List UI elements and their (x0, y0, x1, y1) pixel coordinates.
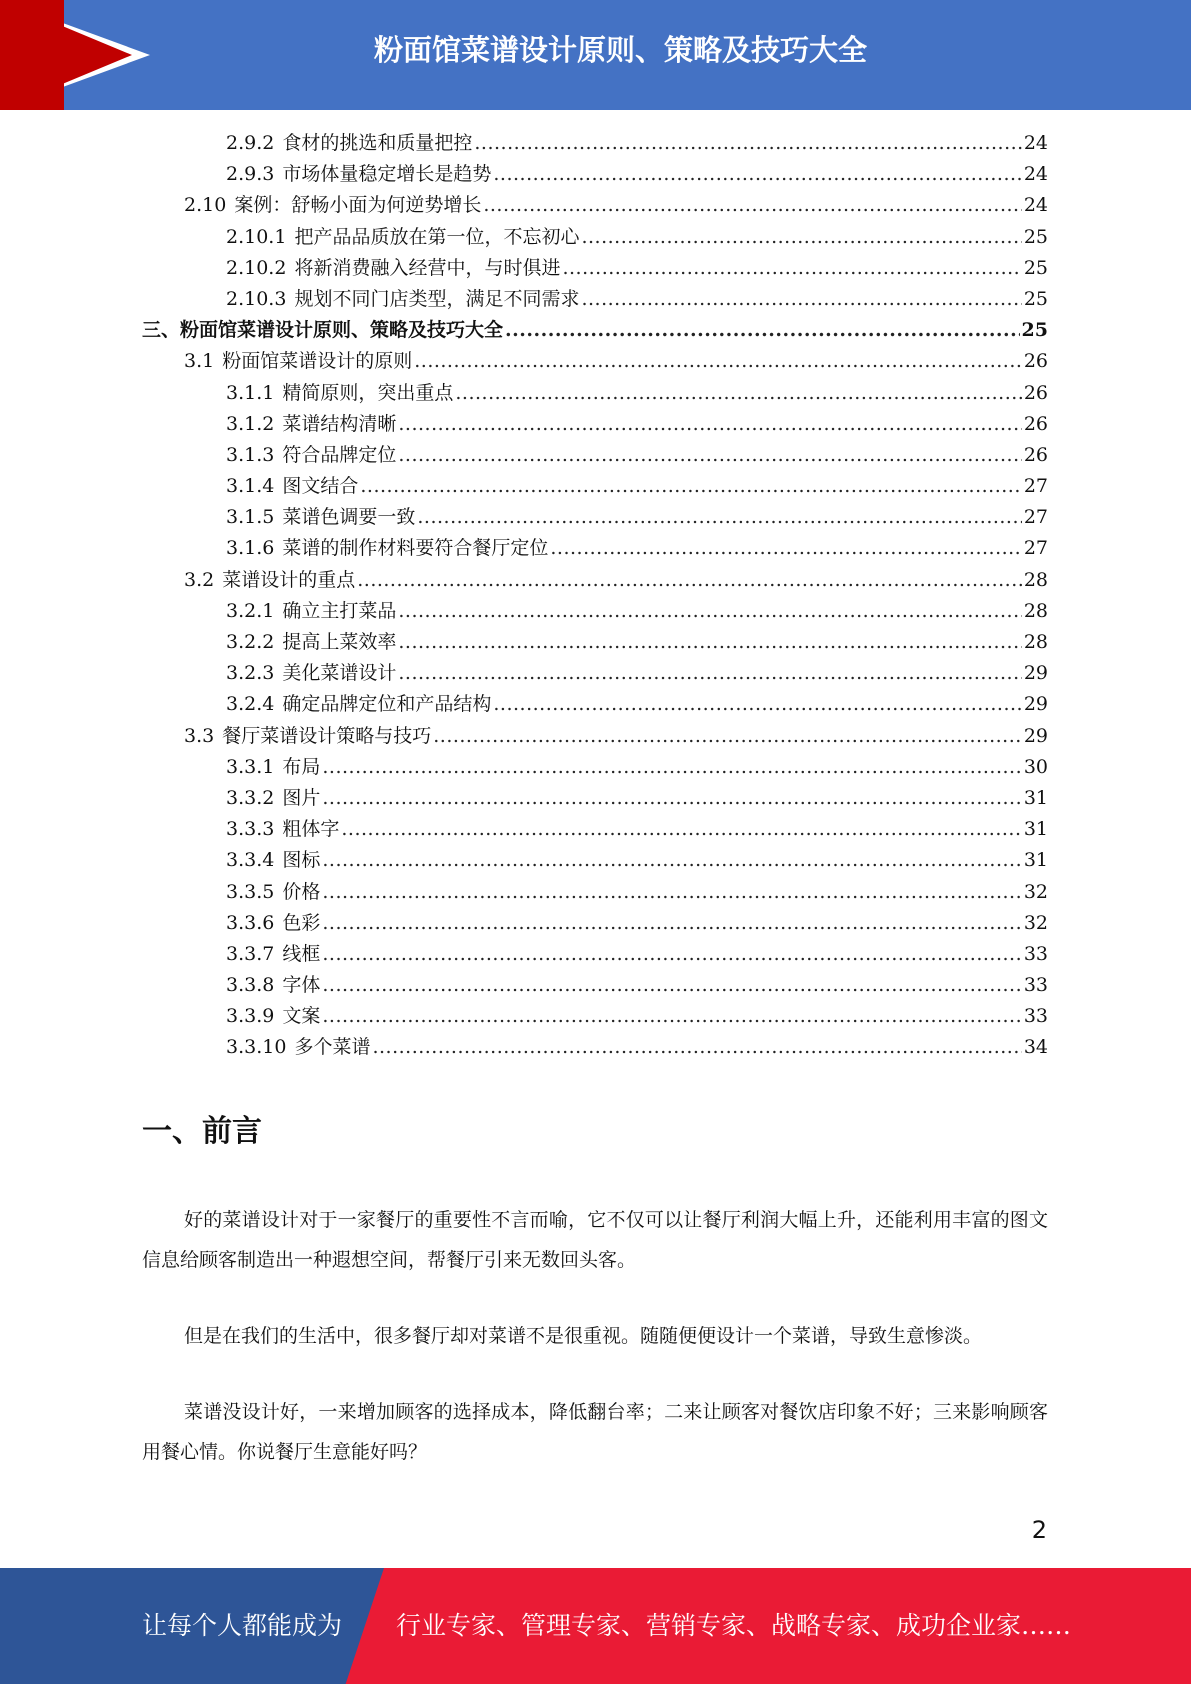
toc-entry[interactable] (142, 689, 1048, 720)
toc-entry-title: 图文结合 (282, 475, 359, 498)
toc-entry-title: 菜谱结构清晰 (282, 412, 397, 435)
toc-entry[interactable] (142, 1032, 1048, 1063)
toc-entry-title: 餐厅菜谱设计策略与技巧 (222, 724, 432, 747)
toc-entry-page: 24 (1023, 132, 1048, 154)
toc-entry-number: 3.2 (184, 568, 215, 591)
toc-entry-number: 3.1.1 (226, 381, 275, 404)
toc-entry-number: 3.3.10 (226, 1036, 287, 1059)
toc-entry-page: 27 (1023, 475, 1048, 498)
toc-entry-page: 28 (1023, 568, 1048, 591)
toc-entry-number: 3.3.5 (226, 880, 275, 903)
toc-entry-number: 3.3.6 (226, 911, 275, 934)
footer-slogan-left: 让每个人都能成为 (142, 1611, 343, 1640)
toc-entry[interactable] (142, 440, 1048, 471)
footer-slogan-right: 行业专家、管理专家、营销专家、战略专家、成功企业家…… (396, 1611, 1072, 1640)
toc-leader-dots (433, 721, 1022, 752)
toc-entry-page: 24 (1023, 163, 1048, 186)
toc-leader-dots (455, 378, 1021, 409)
toc-entry[interactable] (142, 970, 1048, 1001)
toc-leader-dots (322, 783, 1021, 814)
toc-leader-dots (398, 596, 1021, 627)
toc-leader-dots (493, 159, 1021, 190)
toc-entry[interactable] (142, 596, 1048, 627)
toc-entry-page: 24 (1023, 194, 1048, 217)
toc-entry-page: 33 (1023, 1005, 1048, 1028)
toc-leader-dots (398, 409, 1021, 440)
toc-leader-dots (581, 284, 1021, 315)
toc-entry-page: 25 (1023, 287, 1048, 310)
toc-leader-dots (493, 689, 1021, 720)
toc-entry-number: 3.3.3 (226, 818, 275, 841)
toc-entry-title: 市场体量稳定增长是趋势 (282, 163, 492, 186)
toc-entry[interactable] (142, 1001, 1048, 1032)
table-of-contents (142, 128, 1048, 1064)
toc-entry-title: 布局 (282, 755, 321, 778)
toc-leader-dots (322, 877, 1021, 908)
toc-entry-number: 3.3.9 (226, 1005, 275, 1028)
toc-entry-title: 把产品品质放在第一位，不忘初心 (294, 225, 580, 248)
toc-entry-number: 3.3 (184, 724, 215, 747)
toc-entry-title: 菜谱设计的重点 (222, 568, 356, 591)
toc-entry-number: 3.3.7 (226, 942, 275, 965)
toc-entry-title: 美化菜谱设计 (282, 662, 397, 685)
toc-entry-title: 规划不同门店类型，满足不同需求 (294, 287, 580, 310)
toc-entry-number: 3.3.1 (226, 755, 275, 778)
toc-entry-number: 3.1.2 (226, 412, 275, 435)
toc-entry-page: 34 (1023, 1036, 1048, 1059)
toc-entry-page: 25 (1023, 256, 1048, 279)
toc-entry-page: 31 (1023, 818, 1048, 841)
toc-entry-title: 价格 (282, 880, 321, 903)
toc-entry-page: 29 (1023, 693, 1048, 716)
toc-leader-dots (483, 190, 1021, 221)
document-title: 粉面馆菜谱设计原则、策略及技巧大全 (373, 33, 867, 67)
toc-entry[interactable] (142, 565, 1048, 596)
toc-entry-page: 26 (1023, 412, 1048, 435)
toc-entry-title: 提高上菜效率 (282, 631, 397, 653)
toc-entry-number: 3.1.5 (226, 506, 275, 529)
toc-leader-dots (505, 315, 1020, 346)
toc-entry-title: 线框 (282, 942, 321, 965)
toc-leader-dots (322, 939, 1021, 970)
toc-entry[interactable] (142, 378, 1048, 409)
toc-entry-number: 3.1.3 (226, 443, 275, 466)
toc-entry-title: 图标 (282, 849, 321, 872)
page-header (0, 0, 1191, 110)
toc-entry[interactable] (142, 315, 1048, 346)
toc-leader-dots (414, 346, 1022, 377)
toc-leader-dots (398, 440, 1021, 471)
toc-entry[interactable] (142, 190, 1048, 221)
toc-leader-dots (322, 752, 1021, 783)
toc-entry-number: 3.3.4 (226, 849, 275, 872)
toc-entry[interactable] (142, 908, 1048, 939)
toc-entry-page: 26 (1023, 443, 1048, 466)
paragraph: 菜谱没设计好，一来增加顾客的选择成本，降低翻台率；二来让顾客对餐饮店印象不好；三来影响顾客用餐心情。你说餐厅生意能好吗？ (142, 1401, 1048, 1463)
paragraph: 好的菜谱设计对于一家餐厅的重要性不言而喻，它不仅可以让餐厅利润大幅上升，还能利用丰富的图文信息给顾客制造出一种遐想空间，帮餐厅引来无数回头客。 (142, 1209, 1048, 1271)
toc-entry-page: 31 (1023, 849, 1048, 872)
toc-entry-title: 符合品牌定位 (282, 443, 397, 466)
toc-entry[interactable] (142, 658, 1048, 689)
toc-entry-number: 2.10 (184, 194, 227, 217)
toc-entry-number: 3.3.8 (226, 974, 275, 997)
toc-entry[interactable] (142, 502, 1048, 533)
toc-entry-number: 3.1.4 (226, 475, 275, 498)
toc-entry-number: 2.10.2 (226, 256, 287, 279)
toc-entry-title: 确定品牌定位和产品结构 (282, 693, 492, 716)
toc-entry-title: 食材的挑选和质量把控 (282, 132, 473, 154)
toc-entry[interactable] (142, 877, 1048, 908)
toc-entry-number: 2.10.1 (226, 225, 287, 248)
toc-entry-number: 3.2.1 (226, 599, 275, 622)
toc-entry[interactable] (142, 346, 1048, 377)
toc-entry-page: 32 (1023, 880, 1048, 903)
toc-entry[interactable] (142, 627, 1048, 658)
paragraph: 但是在我们的生活中，很多餐厅却对菜谱不是很重视。随随便便设计一个菜谱，导致生意惨淡。 (184, 1325, 983, 1347)
toc-entry[interactable] (142, 409, 1048, 440)
toc-entry-page: 26 (1023, 381, 1048, 404)
toc-entry-page: 29 (1023, 662, 1048, 685)
section-body (142, 1200, 1048, 1508)
toc-entry[interactable] (142, 752, 1048, 783)
toc-entry[interactable] (142, 533, 1048, 564)
toc-entry-number: 2.9.2 (226, 132, 275, 154)
toc-entry[interactable] (142, 939, 1048, 970)
toc-entry-page: 28 (1023, 599, 1048, 622)
toc-leader-dots (357, 565, 1022, 596)
page-number: 2 (1031, 1516, 1047, 1544)
toc-entry-title: 图片 (282, 786, 321, 809)
toc-entry-page: 31 (1023, 786, 1048, 809)
toc-entry-number: 3.1 (184, 350, 215, 373)
toc-entry-title: 多个菜谱 (294, 1036, 371, 1059)
toc-entry-number: 3.2.2 (226, 631, 275, 653)
toc-entry[interactable] (142, 253, 1048, 284)
toc-entry[interactable] (142, 284, 1048, 315)
page-footer (0, 1568, 1191, 1684)
toc-entry[interactable] (142, 814, 1048, 845)
toc-entry-title: 菜谱的制作材料要符合餐厅定位 (282, 537, 549, 560)
toc-leader-dots (322, 1001, 1021, 1032)
toc-leader-dots (341, 814, 1021, 845)
toc-leader-dots (398, 658, 1021, 689)
toc-leader-dots (322, 845, 1021, 876)
toc-leader-dots (360, 471, 1021, 502)
toc-entry-page: 25 (1023, 225, 1048, 248)
toc-leader-dots (398, 627, 1021, 658)
toc-entry-page: 33 (1023, 942, 1048, 965)
section-heading: 一、前言 (142, 1114, 262, 1149)
toc-leader-dots (417, 502, 1021, 533)
toc-leader-dots (372, 1032, 1021, 1063)
toc-entry-number: 3.2.3 (226, 662, 275, 685)
toc-leader-dots (322, 908, 1021, 939)
toc-entry-page: 26 (1023, 350, 1048, 373)
toc-entry-page: 27 (1023, 506, 1048, 529)
toc-leader-dots (474, 128, 1021, 159)
toc-entry-page: 29 (1023, 724, 1048, 747)
toc-entry-page: 27 (1023, 537, 1048, 560)
toc-entry-title: 精简原则，突出重点 (282, 381, 454, 404)
toc-entry-title: 确立主打菜品 (282, 599, 397, 622)
toc-entry-number: 2.10.3 (226, 287, 287, 310)
toc-entry-page: 28 (1023, 631, 1048, 653)
toc-entry-number: 2.9.3 (226, 163, 275, 186)
toc-entry[interactable] (142, 471, 1048, 502)
toc-leader-dots (322, 970, 1021, 1001)
toc-entry-title: 粗体字 (282, 818, 340, 841)
toc-entry-title: 菜谱色调要一致 (282, 506, 416, 529)
toc-entry[interactable] (142, 721, 1048, 752)
toc-entry-title: 案例：舒畅小面为何逆势增长 (234, 194, 482, 217)
toc-entry-page: 25 (1021, 319, 1048, 342)
toc-leader-dots (550, 533, 1021, 564)
toc-entry[interactable] (142, 845, 1048, 876)
toc-entry-page: 32 (1023, 911, 1048, 934)
toc-entry-page: 33 (1023, 974, 1048, 997)
toc-entry[interactable] (142, 783, 1048, 814)
toc-leader-dots (562, 253, 1021, 284)
toc-entry-title: 色彩 (282, 911, 321, 934)
toc-entry-title: 粉面馆菜谱设计的原则 (222, 350, 413, 373)
toc-entry[interactable] (142, 159, 1048, 190)
toc-entry-number: 3.3.2 (226, 786, 275, 809)
toc-entry-title: 三、粉面馆菜谱设计原则、策略及技巧大全 (142, 319, 504, 342)
toc-entry[interactable] (142, 128, 1048, 159)
toc-entry-number: 3.1.6 (226, 537, 275, 560)
toc-entry[interactable] (142, 222, 1048, 253)
toc-entry-title: 字体 (282, 974, 321, 997)
toc-entry-title: 文案 (282, 1005, 321, 1028)
toc-entry-page: 30 (1023, 755, 1048, 778)
toc-entry-number: 3.2.4 (226, 693, 275, 716)
toc-entry-title: 将新消费融入经营中，与时俱进 (294, 256, 561, 279)
toc-leader-dots (581, 222, 1021, 253)
